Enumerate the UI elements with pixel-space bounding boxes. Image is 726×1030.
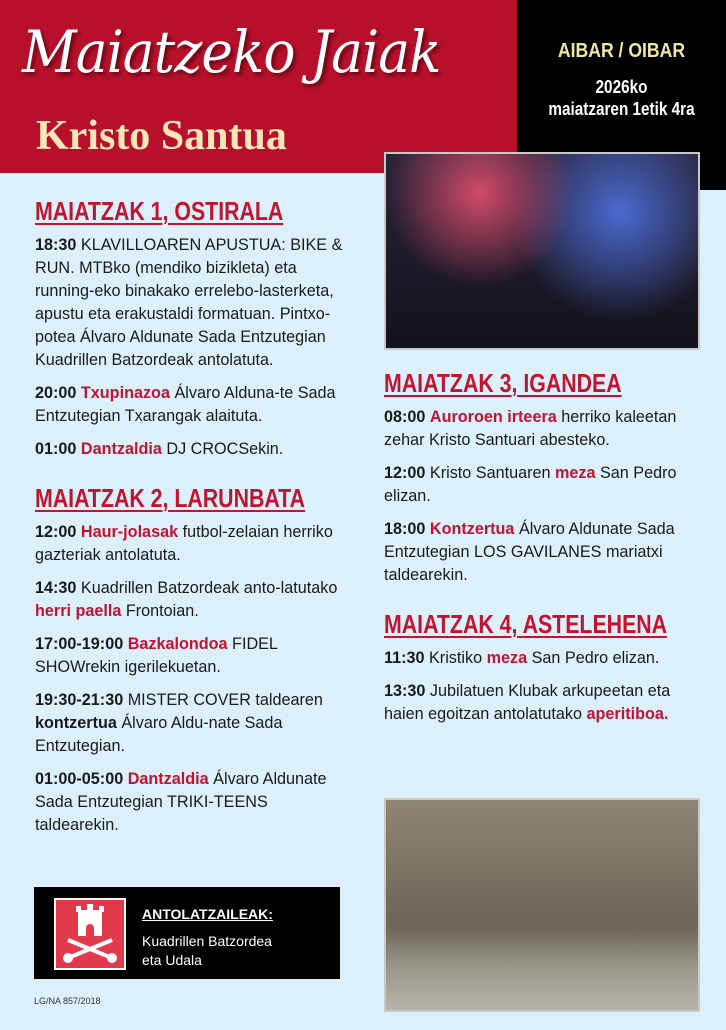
mariachi-band-photo bbox=[384, 152, 700, 350]
day-heading: MAIATZAK 1, OSTIRALA bbox=[35, 196, 284, 226]
event-text: Álvaro Aldunate Sada Entzutegian TRIKI-TEENS taldearekin. bbox=[35, 770, 327, 834]
event-text: herriko kaleetan zehar Kristo Santuari abesteko. bbox=[384, 408, 677, 449]
place: AIBAR / OIBAR bbox=[557, 40, 686, 62]
event-entry bbox=[35, 234, 355, 372]
organizers-names bbox=[142, 932, 272, 970]
event-time: 14:30 bbox=[35, 579, 77, 597]
event-text: Jubilatuen Klubak arkupeetan eta haien egoitzan antolatutako bbox=[384, 682, 671, 723]
event-time: 12:00 bbox=[384, 464, 426, 482]
event-entry bbox=[35, 438, 355, 461]
event-time: 11:30 bbox=[384, 649, 425, 667]
event-text: Álvaro Alduna-te Sada Entzutegian Txarangak alaituta. bbox=[35, 384, 336, 425]
organizers-box bbox=[34, 887, 340, 979]
event-time: 01:00 bbox=[35, 440, 77, 458]
event-entry bbox=[384, 462, 704, 508]
event-entry bbox=[384, 647, 704, 670]
event-time: 20:00 bbox=[35, 384, 77, 402]
event-text: MISTER COVER taldearen bbox=[123, 691, 323, 709]
event-highlight: Haur-jolasak bbox=[80, 523, 179, 541]
event-text: FIDEL SHOWrekin igerilekuetan. bbox=[35, 635, 278, 676]
date-year: 2026ko bbox=[595, 77, 648, 97]
event-entry bbox=[35, 521, 355, 567]
day-heading: MAIATZAK 4, ASTELEHENA bbox=[384, 609, 668, 639]
event-time: 18:00 bbox=[384, 520, 426, 538]
event-text: San Pedro elizan. bbox=[384, 464, 677, 505]
organizer-line: Kuadrillen Batzordea bbox=[142, 933, 272, 949]
event-text: DJ CROCSekin. bbox=[161, 440, 284, 458]
event-text: Kristo Santuaren bbox=[425, 464, 555, 482]
event-text: Kristiko bbox=[424, 649, 487, 667]
event-highlight: Dantzaldia bbox=[127, 770, 209, 788]
event-text: Frontoian. bbox=[121, 602, 199, 620]
event-time: 01:00-05:00 bbox=[35, 770, 124, 788]
event-text: kontzertua bbox=[35, 714, 117, 732]
event-text: San Pedro elizan. bbox=[527, 649, 660, 667]
event-time: 12:00 bbox=[35, 523, 77, 541]
event-entry bbox=[35, 577, 355, 623]
day-heading: MAIATZAK 2, LARUNBATA bbox=[35, 483, 306, 513]
castle-keys-coat-of-arms-icon bbox=[54, 898, 126, 970]
event-entry bbox=[35, 768, 355, 837]
organizers-heading: ANTOLATZAILEAK: bbox=[142, 906, 273, 922]
event-text: Kuadrillen Batzordeak anto-latutako bbox=[76, 579, 338, 597]
event-highlight: herri paella bbox=[35, 602, 122, 620]
event-time: 18:30 bbox=[35, 236, 77, 254]
event-highlight: aperitiboa. bbox=[586, 705, 669, 723]
organizer-line: eta Udala bbox=[142, 952, 202, 968]
event-entry bbox=[35, 689, 355, 758]
event-time: 13:30 bbox=[384, 682, 426, 700]
date-range bbox=[533, 76, 711, 120]
event-text: futbol-zelaian herriko gazteriak antolatuta. bbox=[35, 523, 333, 564]
event-highlight: Kontzertua bbox=[429, 520, 515, 538]
event-time: 19:30-21:30 bbox=[35, 691, 124, 709]
day-heading: MAIATZAK 3, IGANDEA bbox=[384, 368, 622, 398]
event-highlight: Dantzaldia bbox=[80, 440, 162, 458]
event-entry bbox=[35, 633, 355, 679]
event-entry bbox=[384, 406, 704, 452]
event-text: KLAVILLOAREN APUSTUA: BIKE & RUN. MTBko (mendiko bizikleta) eta running-eko binakako errelebo-lasterketa, apustu eta erakustaldi formatuan. Pintxo-potea Álvaro Aldunate Sada Entzutegian Kuadrillen Batzordeak antolatuta. bbox=[35, 236, 343, 369]
event-highlight: Auroroen irteera bbox=[429, 408, 557, 426]
event-text: Álvaro Aldu-nate Sada Entzutegian. bbox=[35, 714, 283, 755]
event-highlight: meza bbox=[486, 649, 528, 667]
event-entry bbox=[35, 382, 355, 428]
event-text: Álvaro Aldunate Sada Entzutegian LOS GAVILANES mariatxi taldearekin. bbox=[384, 520, 675, 584]
header-banner bbox=[0, 0, 517, 173]
event-time: 08:00 bbox=[384, 408, 426, 426]
left-column bbox=[35, 196, 355, 847]
event-highlight: Txupinazoa bbox=[80, 384, 170, 402]
event-highlight: meza bbox=[554, 464, 596, 482]
church-group-photo bbox=[384, 798, 700, 1012]
date-days: maiatzaren 1etik 4ra bbox=[548, 99, 695, 119]
event-time: 17:00-19:00 bbox=[35, 635, 124, 653]
right-column bbox=[384, 368, 704, 736]
event-highlight: Bazkalondoa bbox=[127, 635, 228, 653]
legal-deposit: LG/NA 857/2018 bbox=[34, 996, 101, 1006]
event-entry bbox=[384, 680, 704, 726]
poster-subtitle: Kristo Santua bbox=[36, 113, 287, 159]
poster-title: Maiatzeko Jaiak bbox=[22, 18, 441, 86]
event-entry bbox=[384, 518, 704, 587]
